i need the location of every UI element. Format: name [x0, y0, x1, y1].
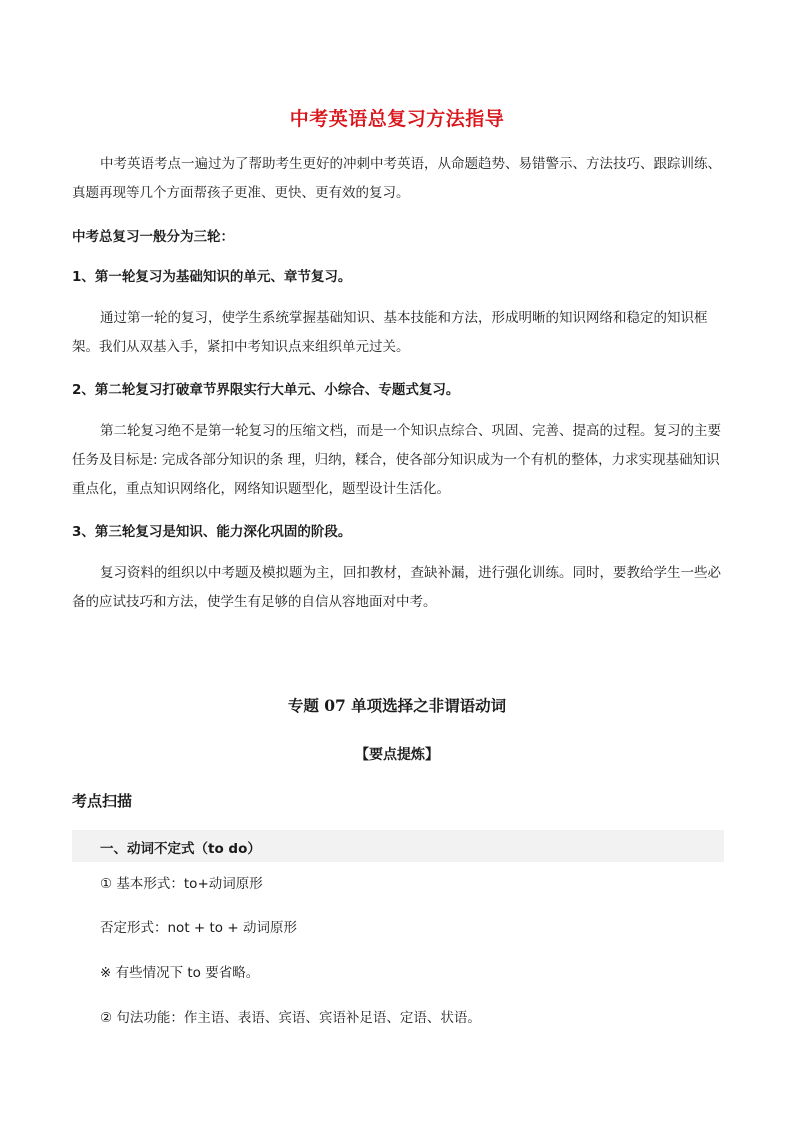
round1-heading: 1、第一轮复习为基础知识的单元、章节复习。 — [72, 269, 352, 285]
note-line: ※ 有些情况下 to 要省略。 — [100, 965, 260, 981]
round3-heading: 3、第三轮复习是知识、能力深化巩固的阶段。 — [72, 524, 352, 540]
round3-body: 复习资料的组织以中考题及模拟题为主，回扣教材，查缺补漏，进行强化训练。同时，要教给学生一些必备的应试技巧和方法，使学生有足够的自信从容地面对中考。 — [72, 565, 721, 610]
intro-paragraph: 中考英语考点一遍过为了帮助考生更好的冲刺中考英语，从命题趋势、易错警示、方法技巧、跟踪训练、真题再现等几个方面帮孩子更准、更快、更有效的复习。 — [72, 156, 721, 201]
basic-form-line: ① 基本形式：to+动词原形 — [100, 876, 263, 892]
section1-heading: 一、动词不定式（to do） — [100, 841, 261, 857]
syntax-line: ② 句法功能：作主语、表语、宾语、宾语补足语、定语、状语。 — [100, 1010, 481, 1026]
negative-form-line: 否定形式：not + to + 动词原形 — [100, 920, 297, 936]
scan-label: 考点扫描 — [72, 792, 133, 810]
round2-body: 第二轮复习绝不是第一轮复习的压缩文档，而是一个知识点综合、巩固、完善、提高的过程。复习的主要任务及目标是: 完成各部分知识的条 理，归纳，糅合，使各部分知识成为一个有机的整体，力求实现基础知识重点化，重点知识网络化，网络知识题型化，题型设计生活化。 — [72, 423, 721, 497]
summary-label: 【要点提炼】 — [355, 747, 439, 763]
section1-heading-bar — [72, 830, 724, 862]
rounds-heading: 中考总复习一般分为三轮： — [72, 229, 234, 245]
topic-title: 专题 07 单项选择之非谓语动词 — [287, 696, 507, 715]
round2-heading: 2、第二轮复习打破章节界限实行大单元、小综合、专题式复习。 — [72, 382, 460, 398]
document-title: 中考英语总复习方法指导 — [289, 108, 505, 130]
round1-body: 通过第一轮的复习，使学生系统掌握基础知识、基本技能和方法，形成明晰的知识网络和稳定的知识框架。我们从双基入手，紧扣中考知识点来组织单元过关。 — [72, 310, 708, 355]
